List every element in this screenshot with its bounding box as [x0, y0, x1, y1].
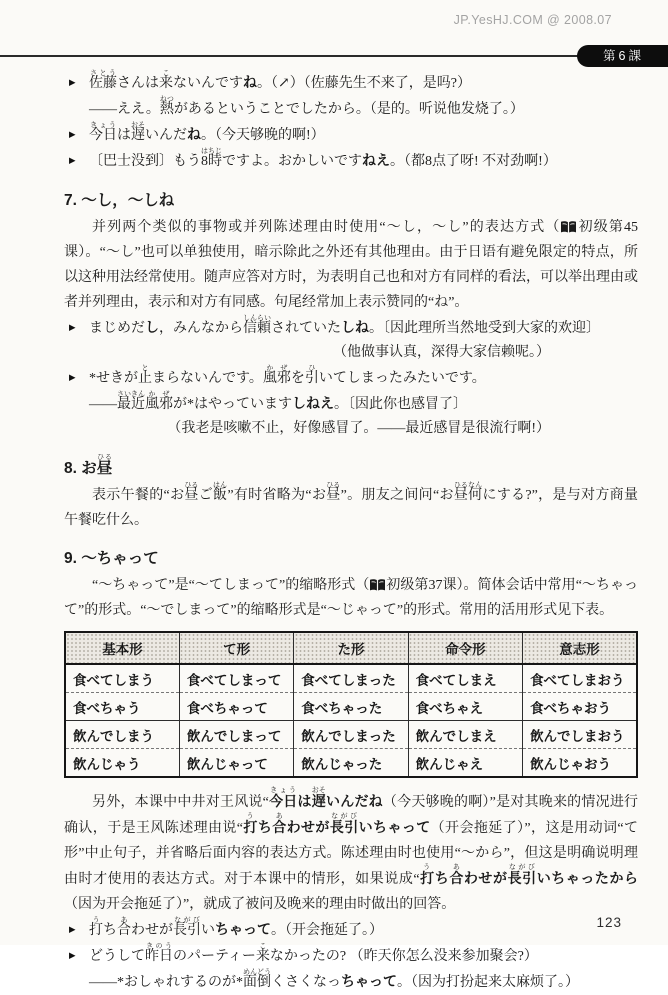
- section-9-paragraph: “～ちゃって”是“～てしまって”的缩略形式（ 初级第37课）。简体会话中常用“～ちゃって”的形式。“～でしまって”的缩略形式是“～じゃって”的形式。常用的活用形式见下表。: [64, 578, 638, 618]
- table-row: [65, 664, 637, 693]
- example-line-text: 〔巴士没到〕もう8時はちじですよ。おかしいですねえ。（都8点了呀! 不对劲啊!）: [89, 148, 557, 169]
- watermark-text: JP.YesHJ.COM @ 2008.07: [453, 13, 612, 27]
- example-reply-line: [64, 969, 638, 995]
- table-cell: 食べてしまえ: [408, 664, 522, 693]
- table-cell: 飲んじゃう: [73, 756, 141, 772]
- bullet-triangle-icon: ▶: [69, 951, 76, 961]
- table-cell: 食べてしまった: [294, 664, 408, 693]
- conjugation-table-wrap: [64, 631, 638, 778]
- example-line-text: （我老是咳嗽不止，好像感冒了。——最近感冒是很流行啊!）: [167, 421, 550, 436]
- header-rule: [0, 55, 586, 57]
- section-7-heading: 7. ～し，～しね: [64, 192, 175, 209]
- example-line-text: どうして昨日きのうのパーティー来こなかったの? （昨天你怎么没来参加聚会?）: [89, 943, 538, 964]
- table-row: [65, 721, 637, 749]
- bullet-triangle-icon: ▶: [69, 373, 76, 383]
- conjugation-table: [64, 631, 638, 778]
- table-cell: 飲んでしまおう: [523, 721, 637, 749]
- bullet-triangle-icon: ▶: [69, 78, 76, 88]
- example-reply-line: [64, 96, 638, 122]
- table-cell: 食べちゃえ: [408, 693, 522, 721]
- lesson-tab: 第6課: [577, 45, 668, 67]
- table-header-cell: た形: [294, 632, 408, 664]
- table-cell: 食べちゃって: [179, 693, 293, 721]
- table-cell: 飲んじゃった: [294, 749, 408, 778]
- example-reply-line: [64, 391, 638, 417]
- table-header-cell: て形: [179, 632, 293, 664]
- table-cell: 飲んでしまう: [65, 721, 179, 749]
- table-header-cell: 基本形: [65, 632, 179, 664]
- section-9-example-list: [64, 917, 638, 995]
- example-bullet-line: [64, 365, 638, 391]
- example-translation-line: [64, 341, 638, 365]
- conjugation-table-head-row: [65, 632, 637, 664]
- table-cell: 飲んじゃおう: [523, 749, 637, 778]
- table-cell: 食べてしまって: [179, 664, 293, 693]
- example-line-text: （他做事认真，深得大家信赖呢。）: [333, 345, 550, 360]
- example-bullet-line: [64, 315, 638, 341]
- section-9-heading: 9. ～ちゃって: [64, 550, 159, 567]
- table-cell: 飲んでしまって: [179, 721, 293, 749]
- table-cell: 食べてしまおう: [523, 664, 637, 693]
- example-line-text: *せきが止とまらないんです。風邪かぜを引ひいてしまったみたいです。: [89, 365, 486, 386]
- conjugation-table-body: [65, 664, 637, 777]
- table-cell: 食べてしまう: [65, 664, 179, 693]
- table-cell: 飲んじゃって: [179, 749, 293, 778]
- table-header-cell: 命令形: [408, 632, 522, 664]
- table-cell: 食べちゃう: [65, 693, 179, 721]
- example-line-text: ——最近さいきん風邪かぜが*はやっていますしねえ。〔因此你也感冒了〕: [89, 391, 467, 412]
- table-row: [65, 693, 637, 721]
- section-8-paragraph: 表示午餐的“お昼ひるご飯はん”有时省略为“お昼ひる”。朋友之间问“お昼何ひるなんにする?”，是与对方商量午餐吃什么。: [64, 482, 638, 528]
- example-bullet-line: [64, 122, 638, 148]
- example-bullet-line: [64, 943, 638, 969]
- intro-example-list: [64, 70, 638, 174]
- table-cell: 食べちゃおう: [523, 693, 637, 721]
- example-bullet-line: [64, 148, 638, 174]
- section-9-paragraph-2: 另外，本课中中井对王风说“今日きょうは遅おそいんだね（今天够晚的啊）”是对其晚来的情况进行确认，于是王风陈述理由说“打うち合あわせが長引ながびいちゃって（开会拖延了）”，这是用动词“て形”中止句子，并省略后面内容的表达方式。陈述理由时也使用“～から”，但这是明确说明理由时才使用的表达方式。对于本课中的情形，如果说成“打うち合あわせが長引ながびいちゃったから（因为开会拖延了）”，就成了被问及晚来的理由时做出的回答。: [64, 787, 639, 912]
- table-cell: 飲んじゃえ: [408, 749, 522, 778]
- open-book-icon: [560, 220, 577, 235]
- bullet-triangle-icon: ▶: [69, 925, 76, 935]
- example-line-text: 今日きょうは遅おそいんだね。（今天够晚的啊!）: [89, 122, 325, 143]
- example-line-text: ——ええ。熱ねつがあるということでしたから。（是的。听说他发烧了。）: [89, 96, 524, 117]
- example-line-text: 佐藤さとうさんは来こないんですね。（↗）（佐藤先生不来了，是吗?）: [89, 70, 471, 91]
- table-cell: 飲んでしまった: [294, 721, 408, 749]
- page-number: 123: [596, 915, 622, 930]
- table-cell: 食べちゃった: [294, 693, 408, 721]
- table-cell: 飲んでしまえ: [408, 721, 522, 749]
- table-header-cell: 意志形: [523, 632, 637, 664]
- section-7-paragraph: 并列两个类似的事物或并列陈述理由时使用“～し，～し”的表达方式（ 初级第45课）。“～し”也可以单独使用，暗示除此之外还有其他理由。由于日语有避免限定的特点，所以这种用法经常使用。随声应答对方时，为表明自己也和对方有同样的看法，可以举出理由或者并列理由，表示和对方有同感。句尾经常加上表示赞同的“ね”。: [64, 220, 638, 310]
- example-line-text: まじめだし，みんなから信頼しんらいされていたしね。〔因此理所当然地受到大家的欢迎〕: [89, 315, 600, 336]
- bullet-triangle-icon: ▶: [69, 130, 76, 140]
- bullet-triangle-icon: ▶: [69, 323, 76, 333]
- open-book-icon: [369, 578, 386, 593]
- example-line-text: ——*おしゃれするのが*面倒めんどうくさくなっちゃって。（因为打扮起来太麻烦了。）: [89, 969, 579, 990]
- example-translation-line: [64, 417, 638, 441]
- section-8-heading: 8. お昼ひる: [64, 454, 113, 477]
- example-bullet-line: [64, 917, 638, 943]
- table-row: [65, 749, 637, 778]
- example-bullet-line: [64, 70, 638, 96]
- page-content: [64, 70, 638, 995]
- example-line-text: 打うち合あわせが長引ながびいちゃって。（开会拖延了。）: [89, 917, 383, 938]
- bullet-triangle-icon: ▶: [69, 156, 76, 166]
- section-7-example-list: [64, 315, 638, 441]
